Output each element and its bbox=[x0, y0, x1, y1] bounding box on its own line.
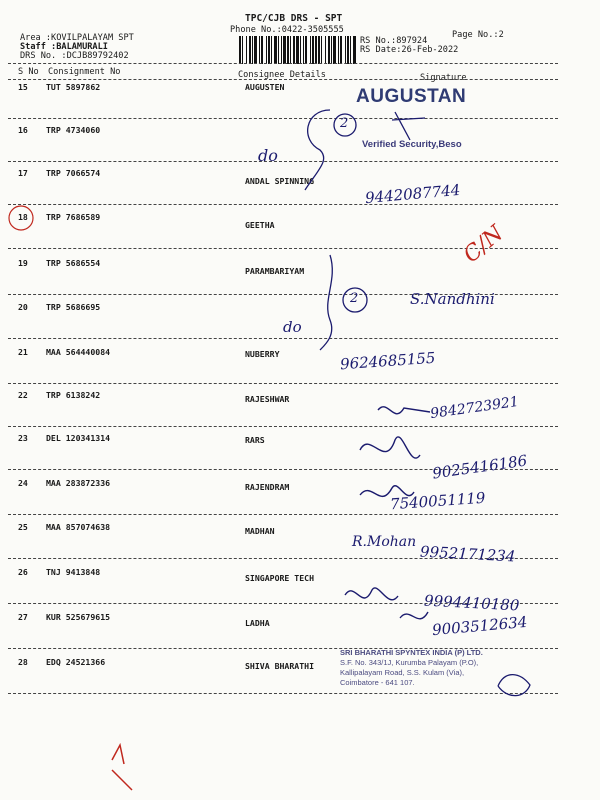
row-consignment: MAA 564440084 bbox=[46, 347, 111, 357]
row-consignee: MADHAN bbox=[245, 526, 275, 536]
column-header-consignee: Consignee Details bbox=[238, 70, 326, 80]
phone-26: 9994410180 bbox=[423, 591, 520, 615]
row-sno: 26 bbox=[18, 567, 28, 577]
phone-21: 9624685155 bbox=[339, 348, 436, 374]
phone-24b: 7540051119 bbox=[389, 488, 486, 514]
sign-20: S.Nandhini bbox=[410, 290, 495, 308]
stamp-line-2: S.F. No. 343/1J, Kurumba Palayam (P.O), bbox=[340, 658, 479, 667]
row-sno: 20 bbox=[18, 302, 28, 312]
row-consignee: GEETHA bbox=[245, 220, 275, 230]
row-consignment: DEL 120341314 bbox=[46, 433, 111, 443]
stamp-line-4: Coimbatore - 641 107. bbox=[340, 678, 415, 687]
row-consignment: TRP 7686589 bbox=[46, 212, 101, 222]
row-consignee: NUBERRY bbox=[245, 349, 280, 359]
row-consignee: PARAMBARIYAM bbox=[245, 266, 305, 276]
row-sno: 27 bbox=[18, 612, 28, 622]
row-consignment: TRP 6138242 bbox=[46, 390, 101, 400]
row-consignee: ANDAL SPINNING bbox=[245, 176, 315, 186]
row-consignment: EDQ 24521366 bbox=[46, 657, 106, 667]
row-consignment: TRP 5686554 bbox=[46, 258, 101, 268]
row-sno: 24 bbox=[18, 478, 28, 488]
phone-22: 9842723921 bbox=[429, 393, 520, 423]
row-consignee: RAJESHWAR bbox=[245, 394, 290, 404]
phone-number: Phone No.:0422-3505555 bbox=[230, 25, 344, 35]
row-sno: 18 bbox=[18, 212, 28, 222]
verified-security-stamp: Verified Security,Beso bbox=[362, 139, 462, 150]
row-consignee: RAJENDRAM bbox=[245, 482, 290, 492]
row-consignment: TRP 5686695 bbox=[46, 302, 101, 312]
phone-25: 9952171234 bbox=[419, 542, 516, 566]
rs-number: RS No.:897924 bbox=[360, 36, 428, 46]
rs-date: RS Date:26-Feb-2022 bbox=[360, 45, 459, 55]
row-sno: 21 bbox=[18, 347, 28, 357]
circle-2-b: 2 bbox=[350, 291, 359, 306]
row-consignee: RARS bbox=[245, 435, 265, 445]
stamp-line-3: Kallipalayam Road, S.S. Kulam (Via), bbox=[340, 668, 465, 677]
phone-27: 9003512634 bbox=[431, 612, 529, 640]
row-consignment: MAA 857074638 bbox=[46, 522, 111, 532]
drs-number: DRS No. :DCJB89792402 bbox=[20, 51, 129, 61]
sign-25: R.Mohan bbox=[352, 534, 417, 550]
row-sno: 23 bbox=[18, 433, 28, 443]
cn-mark: C/N bbox=[459, 220, 509, 269]
row-sno: 16 bbox=[18, 125, 28, 135]
ditto-mark: do bbox=[258, 146, 278, 165]
phone-24: 9025416186 bbox=[431, 451, 529, 483]
row-consignee: SHIVA BHARATHI bbox=[245, 661, 315, 671]
ditto-mark-20: do bbox=[283, 318, 302, 336]
row-sno: 17 bbox=[18, 168, 28, 178]
row-consignee: SINGAPORE TECH bbox=[245, 573, 315, 583]
column-header-sno: S No bbox=[18, 67, 39, 77]
staff-label: Staff :BALAMURALI bbox=[20, 42, 108, 52]
area-label: Area :KOVILPALAYAM SPT bbox=[20, 33, 134, 43]
company-stamp-28 bbox=[340, 648, 483, 688]
row-consignee: AUGUSTEN bbox=[245, 82, 285, 92]
circle-2-a: 2 bbox=[340, 116, 349, 131]
row-consignment: TNJ 9413848 bbox=[46, 567, 101, 577]
row-consignee: LADHA bbox=[245, 618, 270, 628]
phone-17: 9442087744 bbox=[364, 180, 462, 208]
augustan-stamp: AUGUSTAN bbox=[356, 86, 467, 107]
row-consignment: KUR 525679615 bbox=[46, 612, 111, 622]
row-sno: 25 bbox=[18, 522, 28, 532]
row-consignment: MAA 283872336 bbox=[46, 478, 111, 488]
row-consignment: TRP 4734060 bbox=[46, 125, 101, 135]
page-title: TPC/CJB DRS - SPT bbox=[245, 13, 343, 24]
row-sno: 15 bbox=[18, 82, 28, 92]
row-sno: 28 bbox=[18, 657, 28, 667]
column-header-signature: Signature bbox=[420, 73, 467, 83]
row-sno: 22 bbox=[18, 390, 28, 400]
row-consignment: TUT 5897862 bbox=[46, 82, 101, 92]
row-sno: 19 bbox=[18, 258, 28, 268]
stamp-line-1: SRI BHARATHI SPYNTEX INDIA (P) LTD. bbox=[340, 648, 483, 657]
column-header-consignment: Consignment No bbox=[48, 67, 121, 77]
page-number: Page No.:2 bbox=[452, 30, 504, 40]
row-consignment: TRP 7066574 bbox=[46, 168, 101, 178]
